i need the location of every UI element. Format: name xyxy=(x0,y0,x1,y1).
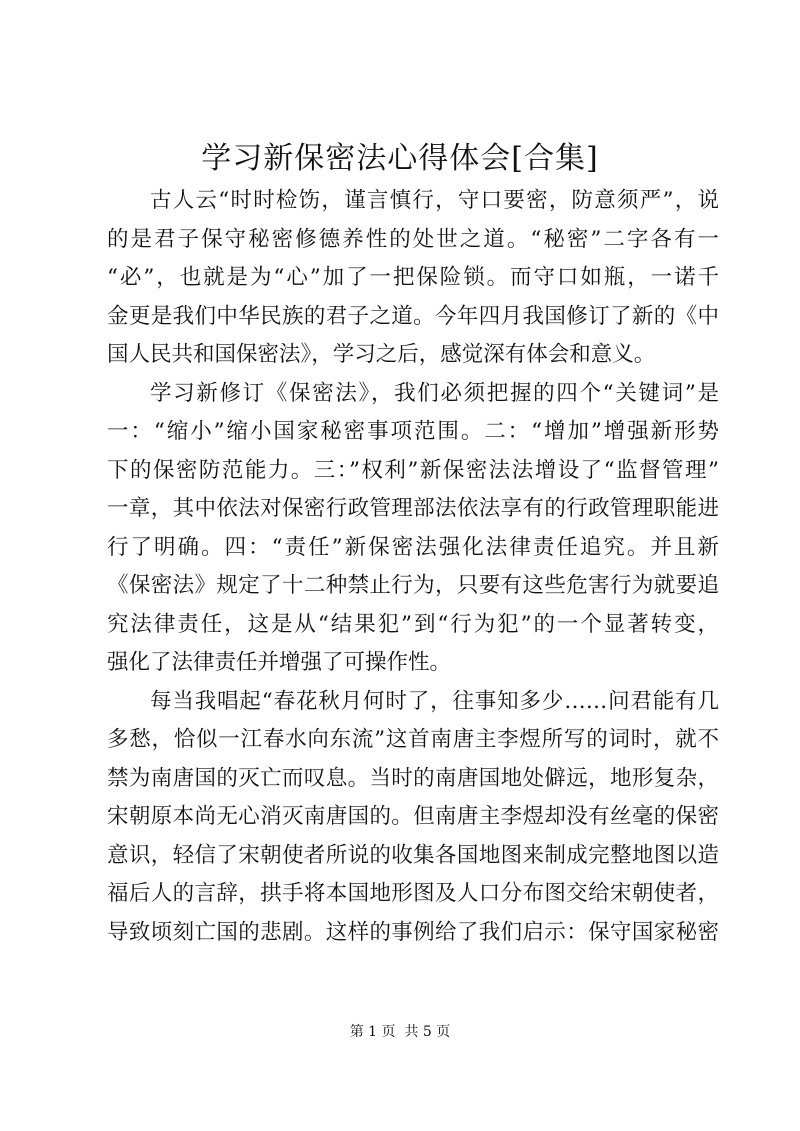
paragraph-1 xyxy=(107,182,719,375)
text-line: 宋朝原本尚无心消灭南唐国的。但南唐主李煜却没有丝毫的保密 xyxy=(107,804,719,829)
text-line: 每当我唱起“春花秋月何时了，往事知多少……问君能有几 xyxy=(150,688,719,714)
text-line: 下的保密防范能力。三：”权利”新保密法法增设了“监督管理” xyxy=(107,457,719,483)
text-line: 一章，其中依法对保密行政管理部法依法享有的行政管理职能进 xyxy=(107,496,719,521)
text-line: 学习新修订《保密法》，我们必须把握的四个“关键词”是 xyxy=(150,380,719,406)
text-line: 强化了法律责任并增强了可操作性。 xyxy=(107,650,452,675)
text-line: 福后人的言辞，拱手将本国地形图及人口分布图交给宋朝使者， xyxy=(107,881,719,906)
paragraph-3 xyxy=(107,683,719,953)
text-line: 导致顷刻亡国的悲剧。这样的事例给了我们启示：保守国家秘密 xyxy=(107,919,719,945)
text-line: 禁为南唐国的灭亡而叹息。当时的南唐国地处僻远，地形复杂， xyxy=(107,765,719,791)
text-line: 金更是我们中华民族的君子之道。今年四月我国修订了新的《中 xyxy=(107,303,719,329)
paragraph-2 xyxy=(107,375,719,683)
text-line: 《保密法》规定了十二种禁止行为，只要有这些危害行为就要追 xyxy=(107,573,719,598)
text-line: 古人云“时时检饬，谨言慎行，守口要密，防意须严”，说 xyxy=(150,188,719,213)
document-title: 学习新保密法心得体会[合集] xyxy=(201,141,599,176)
text-line: 国人民共和国保密法》，学习之后，感觉深有体会和意义。 xyxy=(107,342,656,367)
text-line: 意识，轻信了宋朝使者所说的收集各国地图来制成完整地图以造 xyxy=(107,842,719,868)
text-line: 的是君子保守秘密修德养性的处世之道。“秘密”二字各有一 xyxy=(107,226,719,252)
text-line: 多愁，恰似一江春水向东流”这首南唐主李煜所写的词时，就不 xyxy=(107,727,719,752)
text-line: 行了明确。四：“责任”新保密法强化法律责任追究。并且新 xyxy=(107,534,719,560)
text-line: “必”，也就是为“心”加了一把保险锁。而守口如瓶，一诺千 xyxy=(107,265,719,290)
page-number-footer: 第 1 页 共 5 页 xyxy=(349,1024,451,1040)
text-line: 一：“缩小”缩小国家秘密事项范围。二：“增加”增强新形势 xyxy=(107,419,719,444)
text-line: 究法律责任，这是从“结果犯”到“行为犯”的一个显著转变， xyxy=(107,611,719,637)
document-body xyxy=(107,182,719,952)
